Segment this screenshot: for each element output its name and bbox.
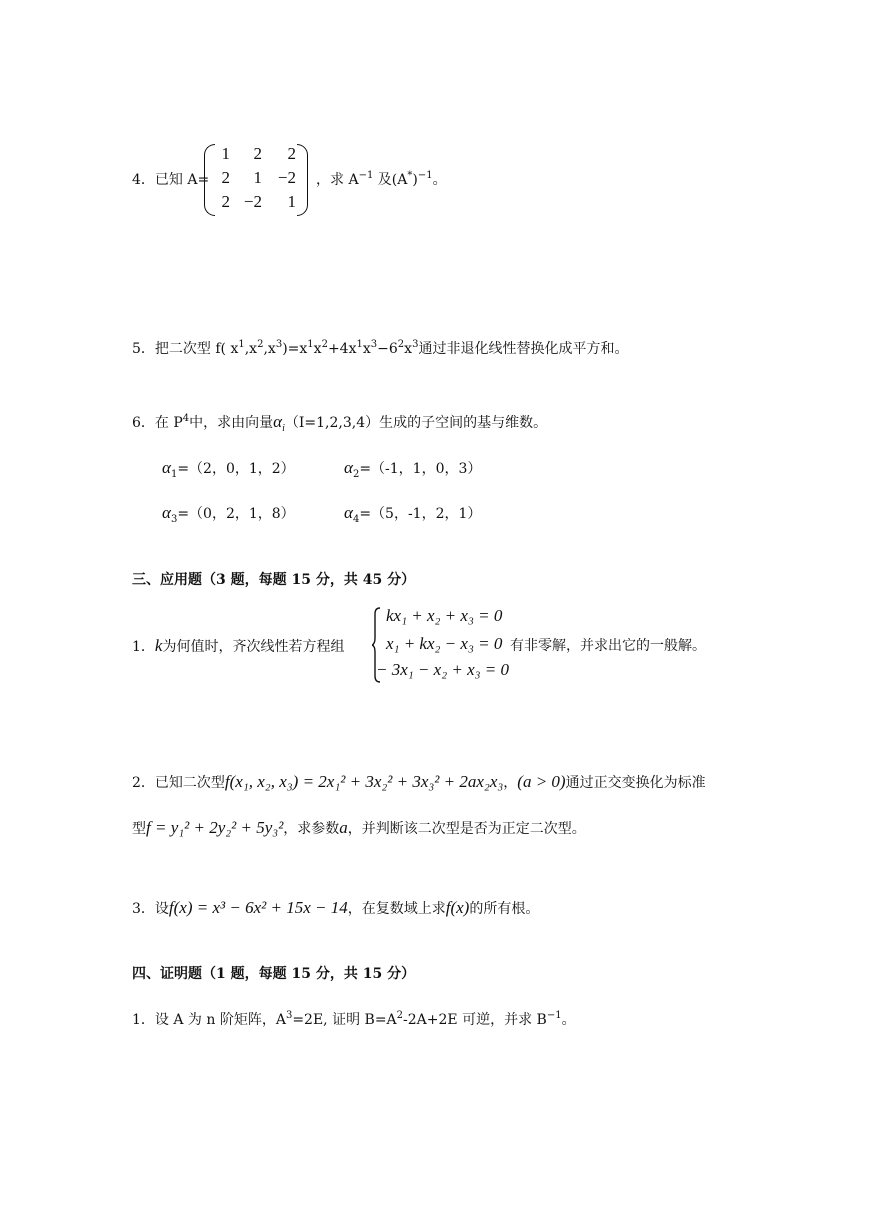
q4-matrix (204, 144, 308, 216)
section-heading-applied: 三、应用题（3 题，每题 15 分，共 45 分） (132, 572, 416, 588)
matrix-cell: −2 (243, 192, 262, 211)
equation-3: − 3x₁ − x₂ + x₃ = 0 (376, 660, 510, 679)
applied-3-line: 3．设f(x) = x³ − 6x² + 15x − 14，在复数域上求f(x)的所有根。 (132, 898, 540, 917)
matrix-cell: 1 (221, 144, 230, 163)
applied-2-line-1: 2．已知二次型f(x₁, x₂, x₃) = 2x₁² + 3x₂² + 3x₃² + 2ax₂x₃，(a > 0)通过正交变换化为标准 (132, 772, 706, 791)
equation-1: kx₁ + x₂ + x₃ = 0 (386, 606, 503, 625)
applied-1-line: 1．k为何值时，齐次线性若方程组 (132, 636, 345, 655)
vector-alpha-4: $\alpha_4=(5$，-1，2，1） (344, 503, 482, 525)
applied-1-tail: 有非零解，并求出它的一般解。 (510, 638, 706, 654)
matrix-cell: 1 (253, 168, 262, 187)
matrix-right-paren (297, 144, 308, 216)
proof-1-line: 1．设 A 为 n 阶矩阵，$A^3=2E$, 证明 $B=A^2-2A+2E$ 可逆，并求 $B^{-1}$。 (132, 1010, 576, 1028)
matrix-cell: 2 (221, 192, 230, 211)
matrix-cell: 1 (287, 192, 296, 211)
section-heading-proof: 四、证明题（1 题，每题 15 分，共 15 分） (132, 966, 416, 982)
q4-ask: ，求 $A^{-1}$ 及$(A^*)^{-1}$。 (316, 170, 447, 188)
q4-prefix: 4．已知 A= (132, 172, 210, 188)
matrix-cell: 2 (221, 168, 230, 187)
applied-2-line-2: 型f = y₁² + 2y₂² + 5y₃²，求参数a，并判断该二次型是否为正定二次型。 (132, 818, 586, 837)
equation-system (372, 606, 532, 686)
equation-2: x₁ + kx₂ − x₃ = 0 (386, 634, 503, 653)
matrix-cell: 2 (253, 144, 262, 163)
q6-line: 6．在 $P^4$中，求由向量$\alpha_i(I=1,2,3,4)$生成的子空间的基与维数。 (132, 412, 548, 434)
q4-line (132, 170, 209, 190)
vector-alpha-1: $\alpha_1=(2$，0，1，2） (162, 458, 295, 480)
matrix-cell: −2 (277, 168, 296, 187)
vector-alpha-2: $\alpha_2=(-1$，1，0，3） (344, 458, 482, 480)
vector-alpha-3: $\alpha_3=(0$，2，1，8） (162, 503, 295, 525)
matrix-cell: 2 (287, 144, 296, 163)
q5-line: 5．把二次型 f( $x^1,x^2,x^3)=x^1x^2+4x^1x^3-6^2x^3$通过非退化线性替换化成平方和。 (132, 339, 629, 357)
